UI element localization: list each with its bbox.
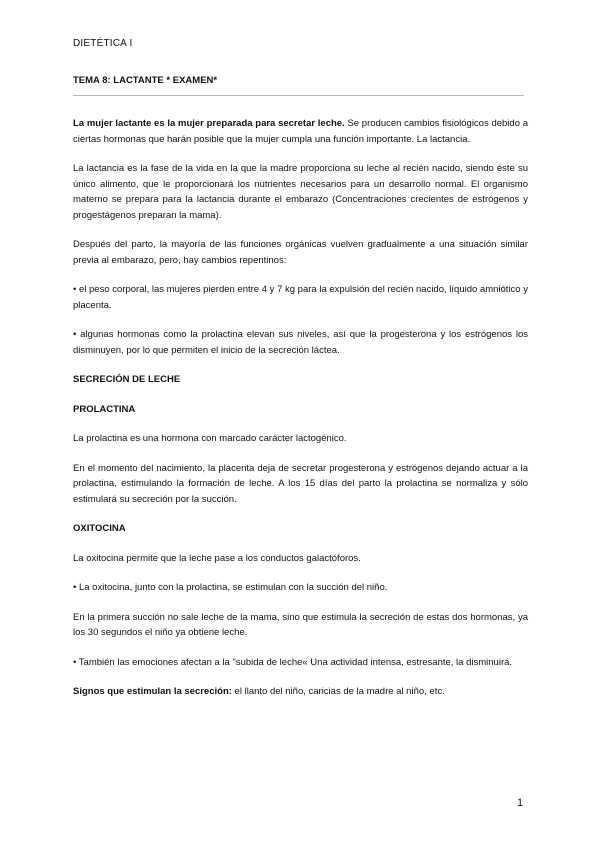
- bullet-peso-corporal: • el peso corporal, las mujeres pierden entre 4 y 7 kg para la expulsión del recién nacido, líquido amniótico y placenta.: [73, 284, 528, 311]
- page-number: 1: [517, 797, 524, 809]
- document-body: [73, 116, 528, 700]
- paragraph-prolactina-def: La prolactina es una hormona con marcado carácter lactogénico.: [73, 433, 347, 444]
- signos-rest: el llanto del niño, caricias de la madre al niño, etc.: [231, 686, 445, 697]
- paragraph-lactancia: La lactancia es la fase de la vida en la que la madre proporciona su leche al recién nacido, siendo éste su único alimento, que le proporcionará los nutrientes necesarios para un desarrollo normal. El organismo materno se prepara para la lactancia durante el embarazo (Concentraciones crecientes de estrógenos y progestágenos preparan la mama).: [73, 163, 528, 221]
- paragraph-primera-succion: En la primera succión no sale leche de la mama, sino que estimula la secreción de estas dos hormonas, ya los 30 segundos el niño ya obtiene leche.: [73, 611, 528, 638]
- bullet-emociones: • También las emociones afectan a la "subida de leche« Una actividad intensa, estresante, la disminuirá.: [73, 656, 513, 668]
- paragraph-signos: [73, 684, 528, 700]
- intro-rest: Se producen cambios fisiológicos debido a ciertas hormonas que harán posible que la mujer cumpla una función importante. La lactancia.: [73, 118, 528, 145]
- paragraph-oxitocina-def: La oxitocina permite que la leche pase a los conductos galactóforos.: [73, 552, 361, 564]
- page-header: DIETÉTICA I: [73, 38, 133, 49]
- heading-oxitocina: OXITOCINA: [73, 523, 126, 534]
- paragraph-nacimiento: En el momento del nacimiento, la placenta deja de secretar progesterona y estrógenos dejando actuar a la prolactina, estimulando la formación de leche. A los 15 días del parto la prolactina se normaliza y sólo estimulará su secreción por la succión.: [73, 462, 528, 505]
- paragraph-despues-parto: Después del parto, la mayoría de las funciones orgánicas vuelven gradualmente a una situación similar previa al embarazo, pero, hay cambios repentinos:: [73, 239, 528, 266]
- document-title: TEMA 8: LACTANTE * EXAMEN*: [73, 75, 218, 86]
- heading-secrecion-leche: SECRECIÓN DE LECHE: [73, 374, 181, 385]
- signos-bold-lead: Signos que estimulan la secreción:: [73, 686, 232, 697]
- heading-prolactina: PROLACTINA: [73, 403, 136, 415]
- bullet-hormonas: • algunas hormonas como la prolactina elevan sus niveles, así que la progesterona y los estrógenos los disminuyen, por lo que permiten el inicio de la secreción láctea.: [73, 329, 528, 356]
- title-divider: [73, 95, 524, 96]
- paragraph-intro: [73, 116, 528, 147]
- bullet-oxitocina-succion: • La oxitocina, junto con la prolactina, se estimulan con la succión del niño.: [73, 582, 388, 593]
- intro-bold-lead: La mujer lactante es la mujer preparada para secretar leche.: [73, 118, 345, 129]
